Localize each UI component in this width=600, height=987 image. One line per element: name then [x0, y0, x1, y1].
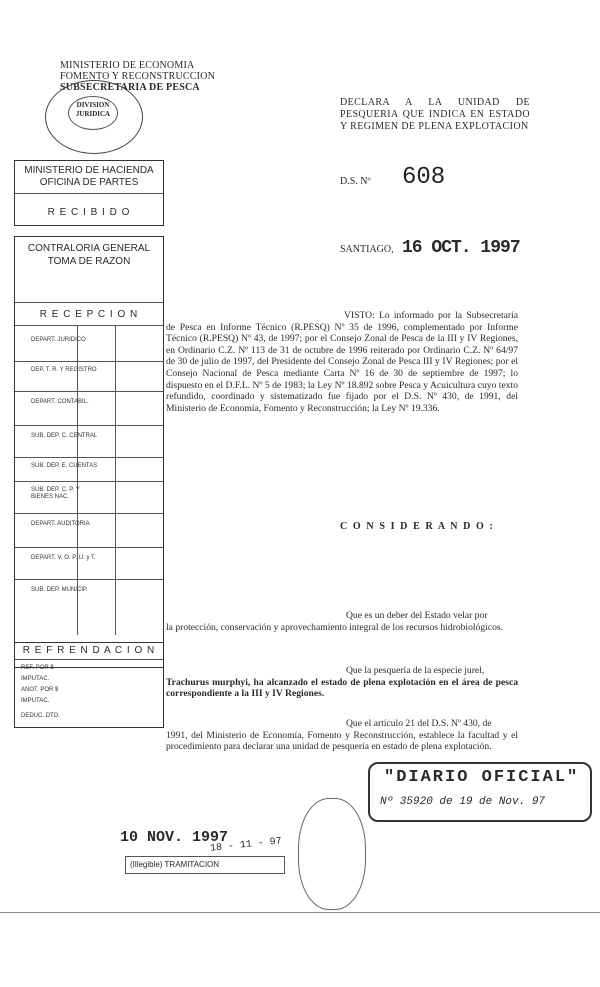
column-divider: [115, 325, 116, 635]
row-divider: [15, 547, 163, 548]
ds-number: 608: [402, 164, 446, 191]
row-divider: [15, 391, 163, 392]
contraloria-box: [14, 236, 164, 668]
row-label: DEPART. AUDITORIA: [31, 521, 90, 527]
diario-title: "DIARIO OFICIAL": [384, 768, 580, 787]
ref-row: ANOT. POR $: [21, 687, 59, 693]
header-line-3: SUBSECRETARIA DE PESCA: [60, 82, 200, 93]
paragraph-2: [166, 665, 518, 700]
row-divider: [15, 513, 163, 514]
row-label: SUB. DEP. E. CUENTAS: [31, 463, 98, 469]
hacienda-line-2: OFICINA DE PARTES: [39, 177, 139, 188]
paragraph-1-rest: la protección, conservación y aprovechamiento integral de los recursos hidrobiológicos.: [166, 621, 504, 633]
decree-title: DECLARA A LA UNIDAD DE PESQUERIA QUE INDICA EN ESTADO Y REGIMEN DE PLENA EXPLOTACION: [340, 97, 530, 132]
row-label: DEPART. V. O. P. U. y T.: [31, 555, 96, 561]
diario-oficial-stamp: [368, 762, 592, 822]
refrendacion-title: R E F R E N D A C I O N: [22, 645, 156, 656]
seal-label: DIVISION JURIDICA: [68, 96, 118, 130]
received-date-stamp: 10 NOV. 1997: [120, 829, 229, 846]
row-divider: [15, 481, 163, 482]
paragraph-2-rest: Trachurus murphyi, ha alcanzado el estado de plena explotación en el área de pesca correspondiente a la III y IV Regiones.: [166, 676, 518, 700]
ref-row: IMPUTAC.: [21, 698, 50, 704]
row-label: DEP. T. R. Y REGISTRO: [31, 367, 97, 373]
paragraph-2-first-line: Que la pesquería de la especie jurel,: [346, 665, 485, 676]
paragraph-3-first-line: Que el artículo 21 del D.S. Nº 430, de: [346, 718, 492, 729]
row-label: DEPART. JURIDICO: [31, 337, 86, 343]
row-label: SUB. DEP. C. P. Y BIENES NAC.: [31, 487, 80, 500]
row-divider: [15, 425, 163, 426]
divider: [15, 302, 163, 303]
paragraph-3: [166, 718, 518, 753]
considerando-heading: C O N S I D E R A N D O :: [340, 521, 495, 532]
row-divider: [15, 457, 163, 458]
header-line-2: FOMENTO Y RECONSTRUCCION: [60, 71, 216, 82]
hacienda-stamp-box: [14, 160, 164, 226]
row-divider: [15, 579, 163, 580]
round-stamp: [298, 798, 366, 910]
row-divider: [15, 361, 163, 362]
ds-label: D.S. Nº: [340, 176, 371, 187]
refrendacion-box: [14, 642, 164, 728]
row-label: DEPART. CONTABIL.: [31, 399, 89, 405]
tramitacion-stamp: (Illegible) TRAMITACION: [125, 856, 285, 874]
contraloria-line-2: TOMA DE RAZON: [47, 256, 131, 267]
divider: [15, 193, 163, 194]
paragraph-1-first-line: Que es un deber del Estado velar por: [346, 610, 488, 621]
paragraph-1: [166, 610, 518, 633]
divider: [15, 325, 163, 326]
page-edge-line: [0, 912, 600, 913]
handwritten-date: 18 - 11 - 97: [209, 836, 283, 855]
divider: [15, 659, 163, 660]
row-label: SUB. DEP. MUNICIP.: [31, 587, 88, 593]
contraloria-line-3: R E C E P C I O N: [39, 309, 139, 320]
ref-row: IMPUTAC.: [21, 676, 50, 682]
header-line-1: MINISTERIO DE ECONOMIA: [60, 60, 195, 71]
diario-number: Nº 35920 de 19 de Nov. 97: [380, 796, 546, 808]
ref-row: REF. POR $: [21, 665, 54, 671]
visto-paragraph: VISTO: Lo informado por la Subsecretaría de Pesca en Informe Técnico (R.PESQ) Nº 35 de 1996, complementado por Informe Técnico (R.PESQ) Nº 43, de 1997; por el Consejo Zonal de Pesca de la III y IV Regiones, en Ordinario C.Z. Nº 113 de 31 de octubre de 1996 reiterado por Ordinario C.Z. Nº 64/97 de 30 de julio de 1997, del Presidente del Consejo Zonal de Pesca III y IV Regiones; por el Consejo Nacional de Pesca mediante Carta Nº 16 de 30 de septiembre de 1997; lo dispuesto en el D.F.L. Nº 5 de 1983; la Ley Nº 18.892 sobre Pesca y Acuicultura cuyo texto refundido, coordinado y sistematizado fue fijado por el D.S. Nº 430, de 1991, del Ministerio de Economía, Fomento y Reconstrucción; la Ley Nº 19.336.: [166, 310, 518, 414]
hacienda-line-1: MINISTERIO DE HACIENDA: [24, 165, 154, 176]
decree-date: 16 OCT. 1997: [402, 238, 520, 258]
contraloria-line-1: CONTRALORIA GENERAL: [27, 243, 151, 254]
paragraph-3-rest: 1991, del Ministerio de Economía, Fomento y Reconstrucción, establece la facultad y el procedimiento para declarar una unidad de pesquería en estado de plena explotación.: [166, 729, 518, 753]
ref-row: DEDUC. DTO.: [21, 713, 60, 719]
place-label: SANTIAGO,: [340, 244, 394, 255]
row-label: SUB. DEP. C. CENTRAL: [31, 433, 98, 439]
hacienda-line-3: R E C I B I D O: [47, 207, 131, 218]
